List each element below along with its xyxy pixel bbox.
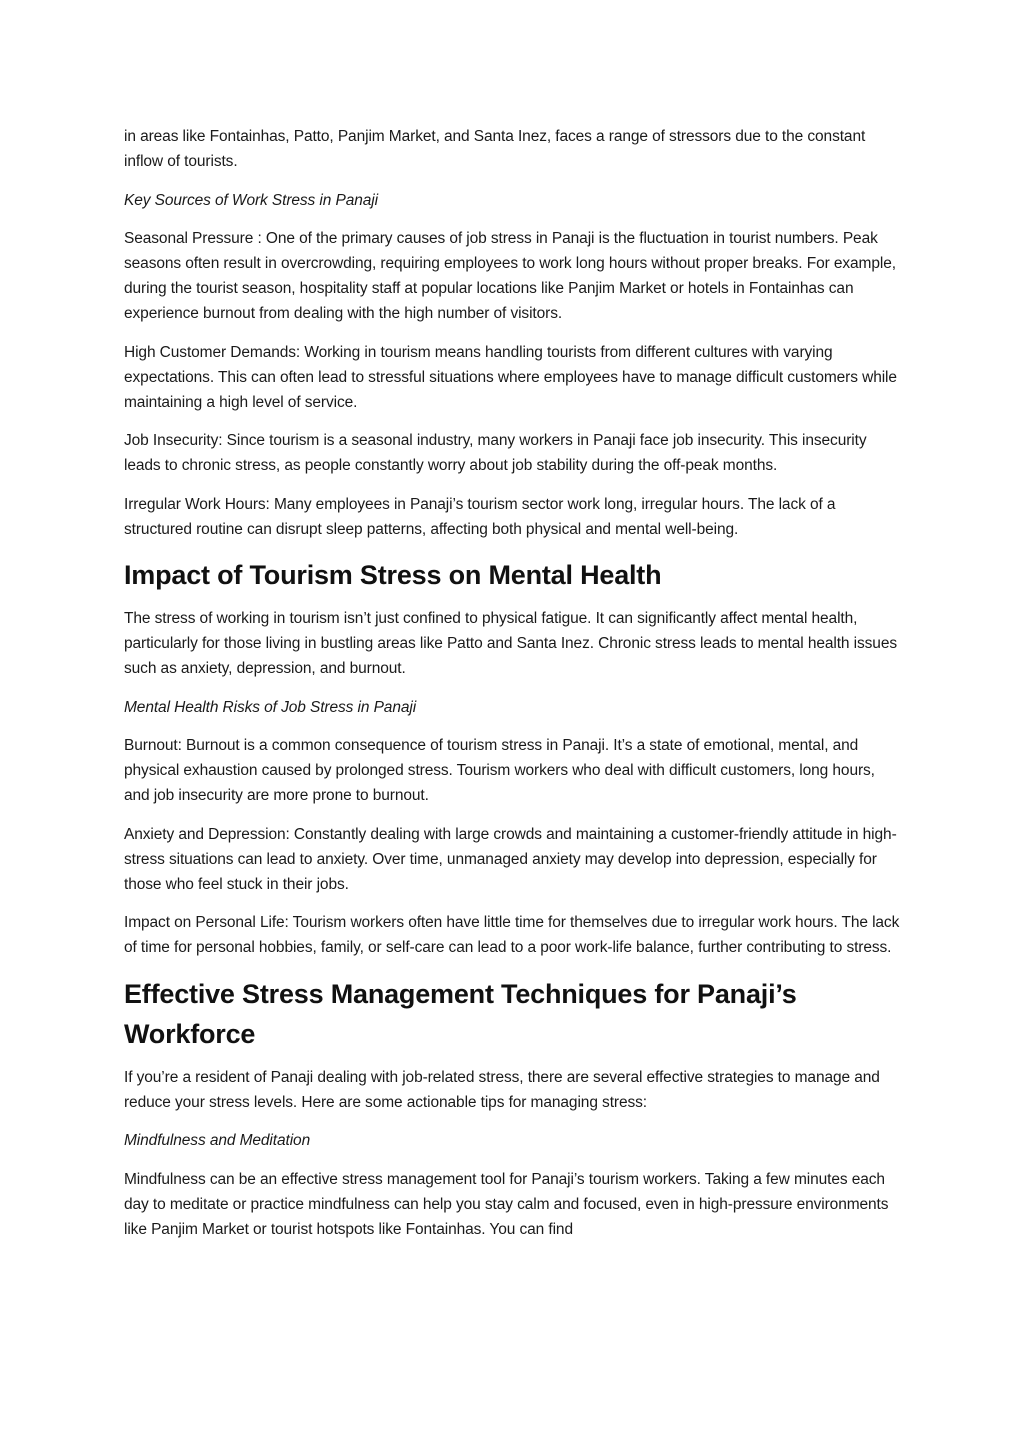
paragraph-burnout: Burnout: Burnout is a common consequence of tourism stress in Panaji. It’s a state of emotional, mental, and physical exhaustion caused by prolonged stress. Tourism workers who deal with difficult customers, long hours, and job insecurity are more prone to burnout. (124, 737, 875, 804)
paragraph-stress-overview: The stress of working in tourism isn’t just confined to physical fatigue. It can significantly affect mental health, particularly for those living in bustling areas like Patto and Santa Inez. Chronic stress leads to mental health issues such as anxiety, depression, and burnout. (124, 610, 897, 677)
paragraph-strategies-intro: If you’re a resident of Panaji dealing with job-related stress, there are several effective strategies to manage and reduce your stress levels. Here are some actionable tips for managing stress: (124, 1068, 880, 1111)
heading-impact-mental-health: Impact of Tourism Stress on Mental Health (124, 560, 662, 590)
paragraph-irregular-work-hours: Irregular Work Hours: Many employees in Panaji’s tourism sector work long, irregular hours. The lack of a structured routine can disrupt sleep patterns, affecting both physical and mental well-being. (124, 495, 836, 538)
paragraph-job-insecurity: Job Insecurity: Since tourism is a seasonal industry, many workers in Panaji face job insecurity. This insecurity leads to chronic stress, as people constantly worry about job stability during the off-peak months. (124, 432, 867, 474)
document-page (124, 124, 904, 1255)
heading-stress-management: Effective Stress Management Techniques for Panaji’s Workforce (124, 978, 797, 1049)
paragraph-high-customer-demands: High Customer Demands: Working in tourism means handling tourists from different cultures with varying expectations. This can often lead to stressful situations where employees have to manage difficult customers while maintaining a high level of service. (124, 343, 897, 411)
subheading-mental-health-risks: Mental Health Risks of Job Stress in Panaji (124, 698, 417, 716)
paragraph-mindfulness: Mindfulness can be an effective stress management tool for Panaji’s tourism workers. Taking a few minutes each day to meditate or practice mindfulness can help you stay calm and focused, even in high-pressure environments like Panjim Market or tourist hotspots like Fontainhas. You can find (124, 1170, 889, 1238)
paragraph-seasonal-pressure: Seasonal Pressure : One of the primary causes of job stress in Panaji is the fluctuation in tourist numbers. Peak seasons often result in overcrowding, requiring employees to work long hours without proper breaks. For example, during the tourist season, hospitality staff at popular locations like Panjim Market or hotels in Fontainhas can experience burnout from dealing with the high number of visitors. (124, 230, 896, 322)
paragraph-anxiety-depression: Anxiety and Depression: Constantly dealing with large crowds and maintaining a customer-friendly attitude in high-stress situations can lead to anxiety. Over time, unmanaged anxiety may develop into depression, especially for those who feel stuck in their jobs. (124, 825, 897, 893)
subheading-key-sources: Key Sources of Work Stress in Panaji (124, 191, 378, 209)
intro-paragraph-continued: in areas like Fontainhas, Patto, Panjim Market, and Santa Inez, faces a range of stressors due to the constant inflow of tourists. (124, 128, 866, 170)
paragraph-personal-life: Impact on Personal Life: Tourism workers often have little time for themselves due to irregular work hours. The lack of time for personal hobbies, family, or self-care can lead to a poor work-life balance, further contributing to stress. (124, 914, 900, 956)
subheading-mindfulness: Mindfulness and Meditation (124, 1132, 311, 1149)
